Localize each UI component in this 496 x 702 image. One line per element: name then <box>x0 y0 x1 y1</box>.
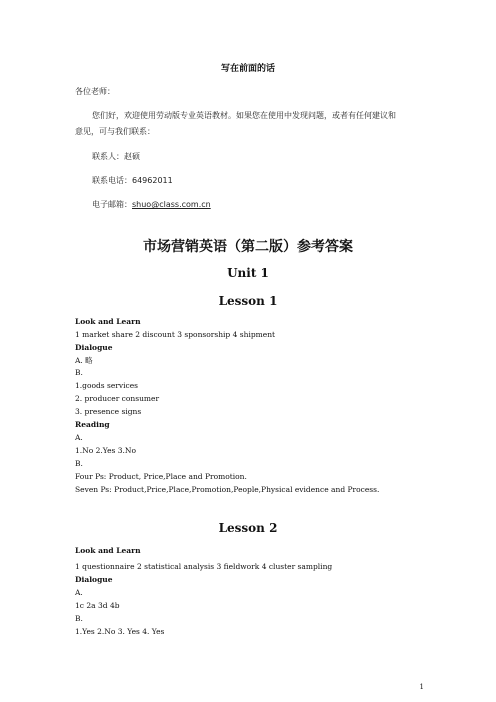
preface-greeting: 各位老师： <box>75 87 115 96</box>
contact-email-row <box>92 199 211 210</box>
lesson-2-line: 1 questionnaire 2 statistical analysis 3 fieldwork 4 cluster sampling <box>75 562 333 571</box>
lesson-1-line: A. <box>75 433 83 442</box>
page-number: 1 <box>419 683 424 691</box>
lesson-2-title: Lesson 2 <box>218 521 278 535</box>
lesson-1-line: Four Ps: Product, Price,Place and Promotion. <box>75 472 247 481</box>
lesson-2-line: A. <box>75 588 83 597</box>
contact-person: 联系人：赵硕 <box>92 152 140 161</box>
lesson-1-line: A. 略 <box>75 356 93 365</box>
lesson-2-line: B. <box>75 614 83 623</box>
lesson-1-line: 1.goods services <box>75 381 139 390</box>
book-title: 市场营销英语（第二版）参考答案 <box>143 239 353 255</box>
lesson-1-title: Lesson 1 <box>218 294 278 308</box>
lesson-1-heading-reading: Reading <box>75 420 110 429</box>
contact-phone: 联系电话：64962011 <box>92 176 173 185</box>
lesson-1-heading-dialogue: Dialogue <box>75 343 113 352</box>
lesson-2-line: 1.Yes 2.No 3. Yes 4. Yes <box>75 627 165 636</box>
lesson-1-line: 1 market share 2 discount 3 sponsorship 4 shipment <box>75 330 276 339</box>
lesson-2-line: 1c 2a 3d 4b <box>75 601 120 610</box>
preface-body-line1: 您们好，欢迎使用劳动版专业英语教材。如果您在使用中发现问题，或者有任何建议和 <box>92 111 396 120</box>
preface-body-line2: 意见，可与我们联系： <box>75 127 155 136</box>
contact-email-label: 电子邮箱： <box>92 200 132 209</box>
lesson-1-line: 3. presence signs <box>75 407 142 416</box>
lesson-1-line: 2. producer consumer <box>75 394 160 403</box>
lesson-2-heading-look-and-learn: Look and Learn <box>75 546 141 555</box>
lesson-1-line: B. <box>75 368 83 377</box>
lesson-2-heading-dialogue: Dialogue <box>75 575 113 584</box>
preface-title: 写在前面的话 <box>220 64 275 74</box>
lesson-1-line: B. <box>75 459 83 468</box>
unit-title: Unit 1 <box>227 266 269 280</box>
contact-email-link[interactable]: shuo@class.com.cn <box>132 200 211 209</box>
lesson-1-line: Seven Ps: Product,Price,Place,Promotion,People,Physical evidence and Process. <box>75 485 380 494</box>
lesson-1-line: 1.No 2.Yes 3.No <box>75 446 136 455</box>
lesson-1-heading-look-and-learn: Look and Learn <box>75 317 141 326</box>
